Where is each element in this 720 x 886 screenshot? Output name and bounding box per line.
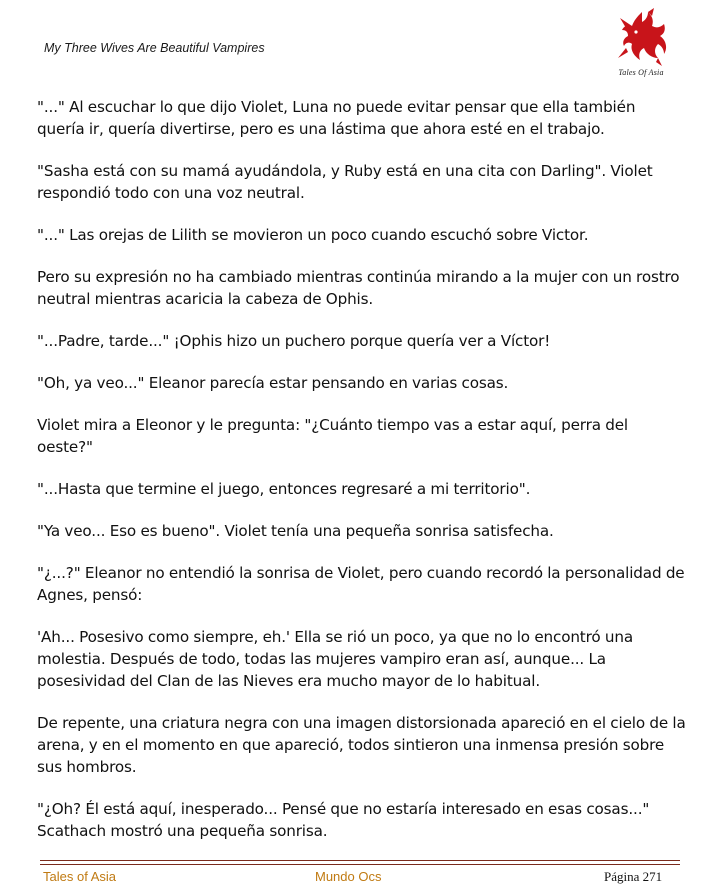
chapter-body <box>37 96 687 862</box>
paragraph: "...Hasta que termine el juego, entonces regresaré a mi territorio". <box>37 480 531 498</box>
footer-site-name: Tales of Asia <box>43 869 116 884</box>
paragraph: Violet mira a Eleonor y le pregunta: "¿Cuánto tiempo vas a estar aquí, perra del oeste?" <box>37 416 628 456</box>
paragraph: "Oh, ya veo..." Eleanor parecía estar pensando en varias cosas. <box>37 374 509 392</box>
red-dragon-logo-icon <box>612 8 670 68</box>
paragraph: "¿Oh? Él está aquí, inesperado... Pensé que no estaría interesado en esas cosas..." Scathach mostró una pequeña sonrisa. <box>37 800 650 840</box>
paragraph: 'Ah... Posesivo como siempre, eh.' Ella se rió un poco, ya que no lo encontró una molestia. Después de todo, todas las mujeres vampiro eran así, aunque... La posesividad del Clan de las Nieves era mucho mayor de lo habitual. <box>37 628 634 690</box>
footer-divider <box>40 864 680 865</box>
paragraph: "¿...?" Eleanor no entendió la sonrisa de Violet, pero cuando recordó la personalidad de Agnes, pensó: <box>37 564 685 604</box>
footer-section-name: Mundo Ocs <box>315 869 382 884</box>
tales-of-asia-logo <box>612 8 670 80</box>
paragraph: De repente, una criatura negra con una imagen distorsionada apareció en el cielo de la arena, y en el momento en que apareció, todos sintieron una inmensa presión sobre sus hombros. <box>37 714 686 776</box>
paragraph: "...Padre, tarde..." ¡Ophis hizo un puchero porque quería ver a Víctor! <box>37 332 551 350</box>
paragraph: Pero su expresión no ha cambiado mientras continúa mirando a la mujer con un rostro neutral mientras acaricia la cabeza de Ophis. <box>37 268 680 308</box>
paragraph: "Ya veo... Eso es bueno". Violet tenía una pequeña sonrisa satisfecha. <box>37 522 554 540</box>
paragraph: "..." Las orejas de Lilith se movieron un poco cuando escuchó sobre Victor. <box>37 226 589 244</box>
paragraph: "Sasha está con su mamá ayudándola, y Ruby está en una cita con Darling". Violet respondió todo con una voz neutral. <box>37 162 653 202</box>
paragraph: "..." Al escuchar lo que dijo Violet, Luna no puede evitar pensar que ella también quería ir, quería divertirse, pero es una lástima que ahora esté en el trabajo. <box>37 98 636 138</box>
page-number: Página 271 <box>604 869 663 884</box>
book-title: My Three Wives Are Beautiful Vampires <box>44 41 265 55</box>
logo-caption: Tales Of Asia <box>618 68 664 77</box>
footer-divider <box>40 860 680 861</box>
